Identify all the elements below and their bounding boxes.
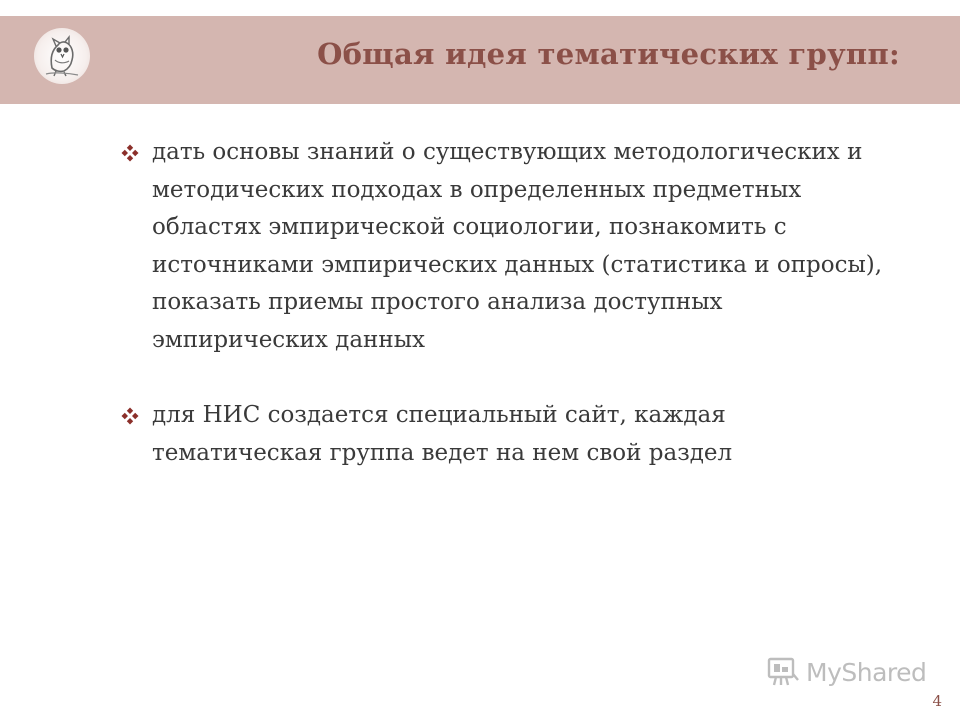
owl-logo-icon	[34, 28, 90, 84]
watermark-text: MyShared	[806, 657, 927, 687]
myshared-watermark	[766, 654, 926, 690]
presentation-board-icon	[766, 656, 800, 688]
bullet-item	[120, 134, 900, 359]
bullet-item	[120, 397, 900, 472]
bullet-text: для НИС создается специальный сайт, каждая тематическая группа ведет на нем свой раздел	[152, 402, 733, 466]
bullet-list	[120, 134, 900, 472]
page-number: 4	[932, 692, 942, 710]
diamond-bullet-icon	[120, 406, 140, 426]
slide-title: Общая идея тематических групп:	[317, 37, 900, 71]
bullet-text: дать основы знаний о существующих методологических и методических подходах в определенных предметных областях эмпирической социологии, познакомить с источниками эмпирических данных (статистика и опросы), показать приемы простого анализа доступных эмпирических данных	[152, 139, 883, 353]
diamond-bullet-icon	[120, 143, 140, 163]
